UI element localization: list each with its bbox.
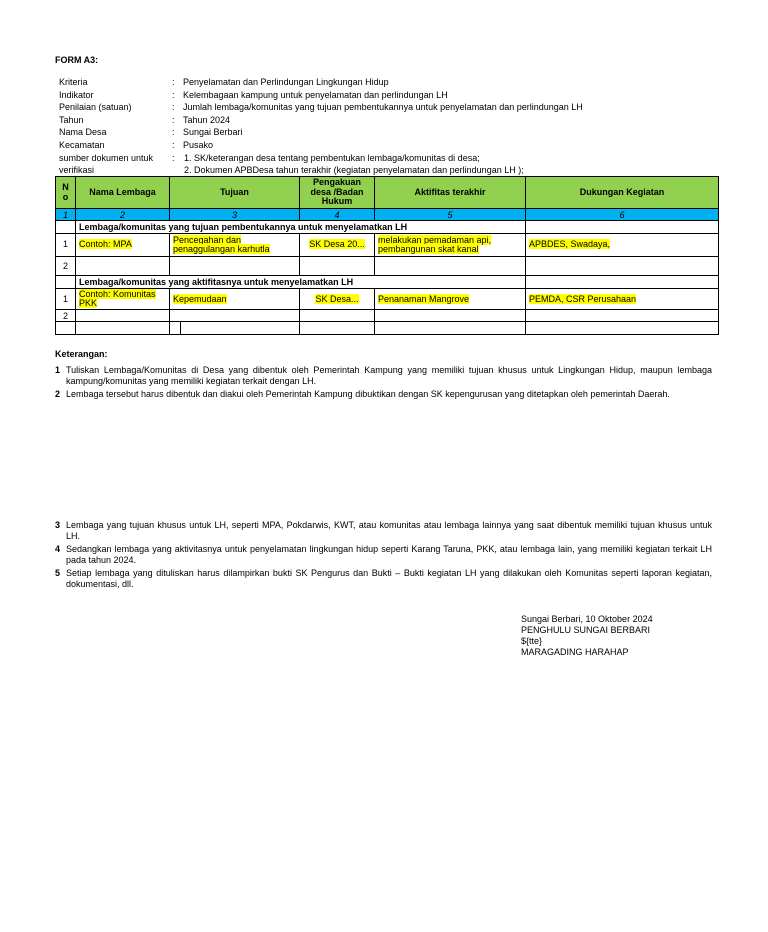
meta-value: Penyelamatan dan Perlindungan Lingkungan Hidup — [183, 77, 389, 87]
note-text: Lembaga yang tujuan khusus untuk LH, seperti MPA, Pokdarwis, KWT, atau komunitas atau lembaga lainnya yang saat dibentuk memiliki tujuan khusus untuk LH. — [66, 520, 712, 541]
note-number: 3 — [55, 520, 61, 530]
meta-row-kriteria — [59, 76, 719, 89]
meta-label: Nama Desa — [59, 127, 107, 138]
meta-value: Sungai Berbari — [183, 127, 243, 138]
section-spacer — [526, 221, 719, 234]
header-dukungan: Dukungan Kegiatan — [526, 177, 719, 209]
cell-aktifitas — [375, 310, 526, 322]
signature-block — [521, 614, 653, 658]
cell-no: 2 — [56, 310, 76, 322]
table-row — [56, 310, 719, 322]
cell-aktifitas — [375, 234, 526, 257]
meta-value: Kelembagaan kampung untuk penyelamatan dan perlindungan LH — [183, 89, 448, 100]
column-number: 2 — [76, 209, 170, 221]
cell-nama — [76, 257, 170, 276]
note-number: 4 — [55, 544, 61, 554]
cell-empty — [526, 322, 719, 335]
note-item — [55, 389, 712, 400]
table-header-row — [56, 177, 719, 209]
meta-row-kecamatan — [59, 139, 719, 152]
cell-nama — [76, 289, 170, 310]
cell-tujuan — [170, 257, 300, 276]
meta-row-nama-desa — [59, 126, 719, 139]
table-row — [56, 257, 719, 276]
meta-colon: : — [172, 89, 175, 100]
section-spacer — [56, 221, 76, 234]
sumber-item-2: 2. Dokumen APBDesa tahun terakhir (kegiatan penyelamatan dan perlindungan LH ); — [184, 165, 524, 176]
meta-row-tahun — [59, 114, 719, 127]
cell-dukungan — [526, 310, 719, 322]
meta-value: Jumlah lembaga/komunitas yang tujuan pembentukannya untuk penyelamatan dan perlindungan LH — [183, 102, 583, 113]
signature-name: MARAGADING HARAHAP — [521, 647, 629, 657]
cell-pengakuan-text: SK Desa... — [315, 293, 359, 304]
meta-label: Penilaian (satuan) — [59, 102, 132, 113]
meta-row-indikator — [59, 89, 719, 102]
section-row-1 — [56, 221, 719, 234]
meta-colon: : — [172, 102, 175, 113]
sumber-label-line2: verifikasi — [59, 165, 95, 176]
sumber-item-1: 1. SK/keterangan desa tentang pembentukan lembaga/komunitas di desa; — [184, 152, 480, 163]
cell-no: 1 — [56, 234, 76, 257]
notes-section-continued — [55, 520, 712, 592]
sumber-label-line1: sumber dokumen untuk — [59, 152, 154, 163]
note-item — [55, 568, 712, 589]
meta-colon: : — [172, 77, 175, 87]
meta-row-penilaian — [59, 101, 719, 114]
cell-empty — [56, 322, 76, 335]
cell-no: 1 — [56, 289, 76, 310]
cell-tujuan — [170, 234, 300, 257]
section-row-2 — [56, 276, 719, 289]
cell-dukungan-text: PEMDA, CSR Perusahaan — [529, 293, 637, 304]
cell-empty — [300, 322, 375, 335]
cell-nama — [76, 310, 170, 322]
cell-tujuan-text: Kepemudaan — [173, 293, 227, 304]
meta-row-sumber — [59, 152, 719, 177]
notes-title: Keterangan: — [55, 349, 108, 359]
cell-dukungan — [526, 234, 719, 257]
cell-tujuan — [170, 289, 300, 310]
signature-place-date: Sungai Berbari, 10 Oktober 2024 — [521, 614, 653, 624]
table-row — [56, 289, 719, 310]
meta-label: Kecamatan — [59, 139, 105, 150]
cell-pengakuan — [300, 289, 375, 310]
form-metadata — [59, 76, 719, 177]
section-title: Lembaga/komunitas yang aktifitasnya untuk menyelamatkan LH — [76, 276, 526, 289]
column-number: 3 — [170, 209, 300, 221]
signature-placeholder: ${tte} — [521, 636, 543, 646]
column-number: 5 — [375, 209, 526, 221]
meta-colon: : — [172, 127, 175, 138]
form-title: FORM A3: — [55, 55, 99, 65]
meta-label — [59, 152, 172, 177]
note-number: 5 — [55, 568, 61, 578]
column-number-row — [56, 209, 719, 221]
cell-empty — [375, 322, 526, 335]
section-spacer — [56, 276, 76, 289]
note-text: Setiap lembaga yang dituliskan harus dilampirkan bukti SK Pengurus dan Bukti – Bukti kegiatan LH yang dilakukan oleh Komunitas seperti laporan kegiatan, dokumentasi, dll. — [66, 568, 712, 589]
cell-nama-text: Contoh: MPA — [79, 239, 132, 250]
header-no: N o — [56, 177, 76, 209]
cell-aktifitas — [375, 289, 526, 310]
note-item — [55, 365, 712, 386]
cell-pengakuan — [300, 310, 375, 322]
meta-label: Indikator — [59, 89, 94, 100]
header-aktifitas: Aktifitas terakhir — [375, 177, 526, 209]
cell-dukungan — [526, 289, 719, 310]
cell-dukungan-text: APBDES, Swadaya, — [529, 239, 611, 250]
note-number: 1 — [55, 365, 61, 375]
lembaga-table — [55, 176, 719, 335]
note-item — [55, 544, 712, 565]
meta-colon: : — [172, 114, 175, 125]
note-text: Lembaga tersebut harus dibentuk dan diakui oleh Pemerintah Kampung dibuktikan dengan SK kepengurusan yang ditetapkan oleh pemerintah Daerah. — [66, 389, 670, 399]
cell-tujuan — [170, 310, 300, 322]
column-number: 4 — [300, 209, 375, 221]
cell-tujuan-text: Pencegahan dan penaggulangan karhutla — [173, 234, 270, 254]
column-number: 1 — [56, 209, 76, 221]
note-text: Sedangkan lembaga yang aktivitasnya untuk penyelamatan lingkungan hidup seperti Karang Taruna, PKK, atau lembaga lain, yang memiliki kegiatan terkait LH pada tahun 2024. — [66, 544, 712, 565]
cell-pengakuan — [300, 257, 375, 276]
section-title: Lembaga/komunitas yang tujuan pembentukannya untuk menyelamatkan LH — [76, 221, 526, 234]
cell-dukungan — [526, 257, 719, 276]
cell-aktifitas-text: melakukan pemadaman api, pembangunan skat kanal — [378, 234, 492, 254]
cell-empty — [76, 322, 170, 335]
column-number: 6 — [526, 209, 719, 221]
meta-label: Tahun — [59, 114, 84, 125]
meta-value — [183, 152, 719, 177]
cell-aktifitas-text: Penanaman Mangrove — [378, 293, 470, 304]
header-nama-lembaga: Nama Lembaga — [76, 177, 170, 209]
signature-position: PENGHULU SUNGAI BERBARI — [521, 625, 651, 635]
cell-nama-text: Contoh: Komunitas PKK — [79, 289, 156, 308]
meta-colon: : — [172, 152, 175, 163]
section-spacer — [526, 276, 719, 289]
table-row-empty — [56, 322, 719, 335]
notes-section — [55, 349, 712, 403]
header-tujuan: Tujuan — [170, 177, 300, 209]
meta-value: Tahun 2024 — [183, 114, 231, 125]
note-text: Tuliskan Lembaga/Komunitas di Desa yang dibentuk oleh Pemerintah Kampung yang memiliki tujuan khusus untuk Lingkungan Hidup, maupun lembaga kampung/komunitas yang memiliki kegiatan terkait dengan LH. — [66, 365, 712, 386]
cell-no: 2 — [56, 257, 76, 276]
meta-value: Pusako — [183, 139, 214, 150]
meta-label: Kriteria — [59, 77, 88, 87]
header-pengakuan: Pengakuan desa /Badan Hukum — [300, 177, 375, 209]
note-number: 2 — [55, 389, 61, 399]
cell-empty — [170, 322, 300, 335]
cell-pengakuan-text: SK Desa 20... — [309, 239, 365, 250]
cell-aktifitas — [375, 257, 526, 276]
cell-nama — [76, 234, 170, 257]
note-item — [55, 520, 712, 541]
cell-pengakuan — [300, 234, 375, 257]
meta-colon: : — [172, 139, 175, 150]
table-row — [56, 234, 719, 257]
